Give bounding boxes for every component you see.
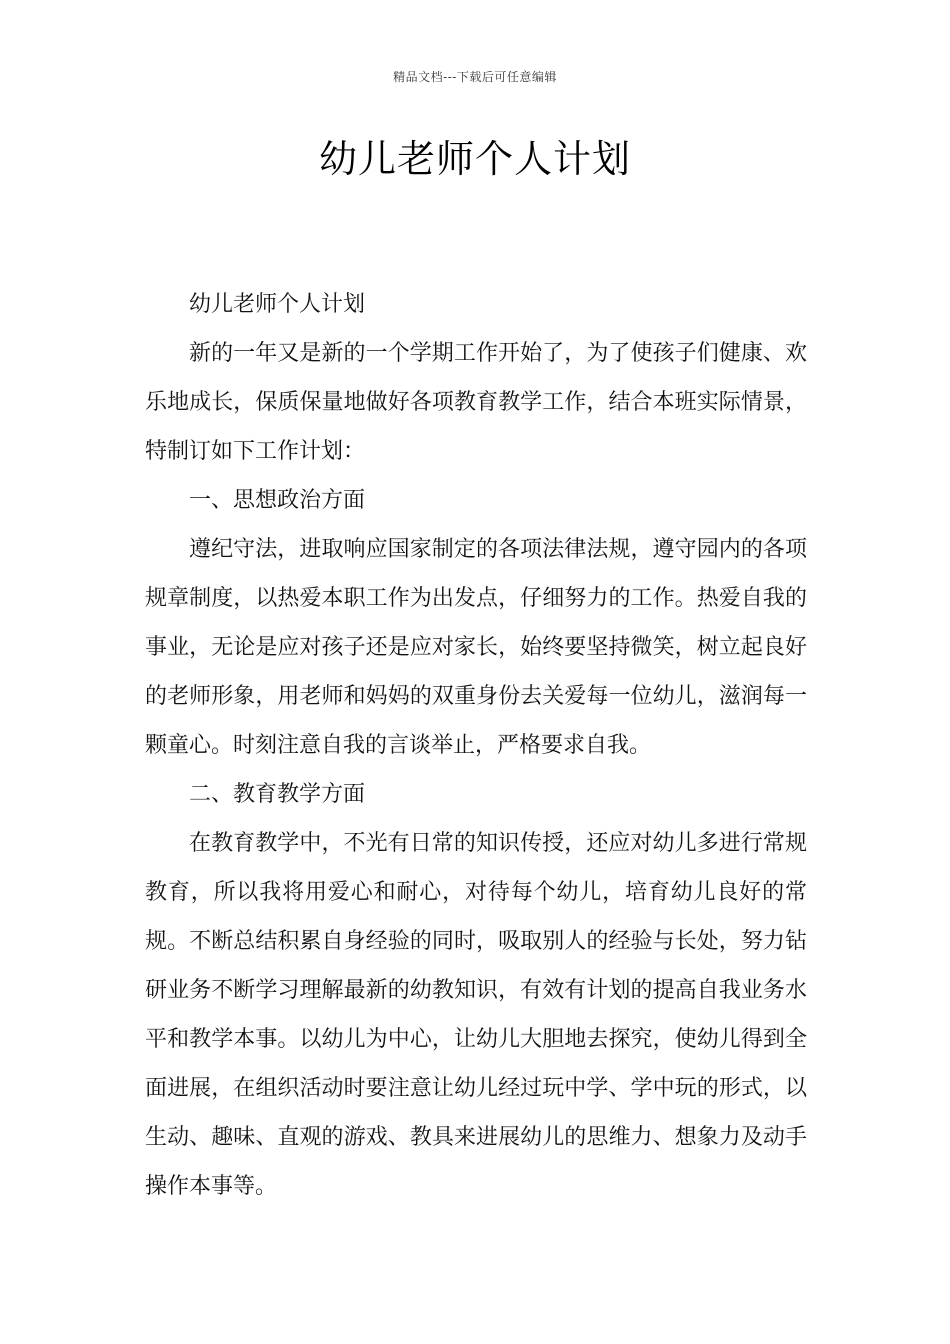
section-heading-politics: 一、思想政治方面: [189, 488, 366, 513]
paragraph-politics: 遵纪守法，进取响应国家制定的各项法律法规，遵守园内的各项规章制度，以热爱本职工作为出发点，仔细努力的工作。热爱自我的事业，无论是应对孩子还是应对家长，始终要坚持微笑，树立起良好的老师形象，用老师和妈妈的双重身份去关爱每一位幼儿，滋润每一颗童心。时刻注意自我的言谈举止，严格要求自我。: [145, 537, 807, 758]
section-heading-teaching: 二、教育教学方面: [189, 782, 366, 807]
header-note: 精品文档---下载后可任意编辑: [393, 70, 557, 84]
document-body: [145, 280, 807, 1211]
document-title: 幼儿老师个人计划: [318, 137, 631, 181]
paragraph-teaching: 在教育教学中，不光有日常的知识传授，还应对幼儿多进行常规教育，所以我将用爱心和耐心，对待每个幼儿，培育幼儿良好的常规。不断总结积累自身经验的同时，吸取别人的经验与长处，努力钻研业务不断学习理解最新的幼教知识，有效有计划的提高自我业务水平和教学本事。以幼儿为中心，让幼儿大胆地去探究，使幼儿得到全面进展，在组织活动时要注意让幼儿经过玩中学、学中玩的形式，以生动、趣味、直观的游戏、教具来进展幼儿的思维力、想象力及动手操作本事等。: [145, 831, 807, 1199]
paragraph-subtitle: 幼儿老师个人计划: [189, 292, 366, 317]
paragraph-intro: 新的一年又是新的一个学期工作开始了，为了使孩子们健康、欢乐地成长，保质保量地做好各项教育教学工作，结合本班实际情景，特制订如下工作计划：: [145, 341, 807, 464]
